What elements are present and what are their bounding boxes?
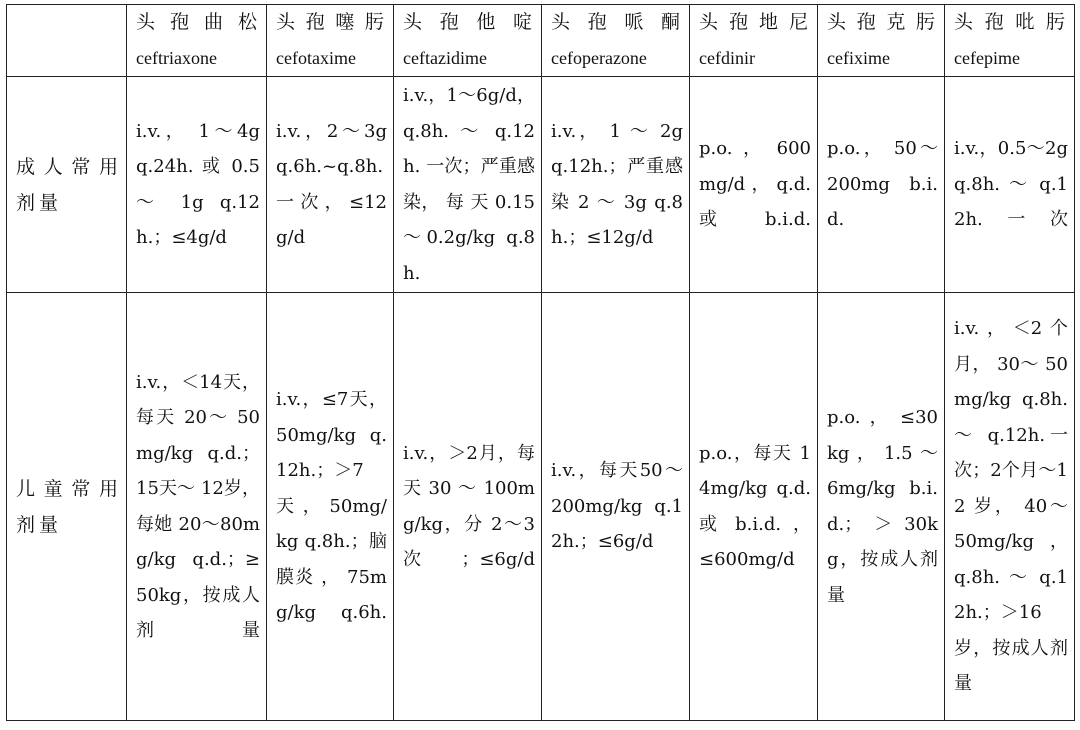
dose-text: i.v.， 1～4g q.24h. 或 0.5 ～ 1g q.12h.；≤4g/d [136,120,260,248]
drug-name-en: ceftriaxone [136,47,217,68]
drug-name-zh: 头孢他啶 [403,11,535,33]
dose-cell [267,77,394,293]
dose-cell [127,77,267,293]
drug-name-en: cefotaxime [276,47,356,68]
dose-text: i.v.，＜2个月， 30～ 50mg/kg q.8h. ～ q.12h.一次；2个月～12 岁， 40～ 50mg/kg ， q.8h. ～ q.12h.；＞16 岁，按成人剂量 [954,318,1068,695]
dose-cell [945,293,1075,721]
drug-header [394,5,542,77]
drug-header [818,5,945,77]
dose-text: i.v.，＜14天，每天 20～ 50mg/kg q.d.；15天～ 12岁，每她 20～80mg/kg q.d.；≥50kg，按成人剂量 [136,371,260,641]
dose-cell [394,293,542,721]
dose-text: p.o. ， ≤30kg ， 1.5 ～ 6mg/kg b.i.d.； ＞ 30kg，按成人剂量 [827,407,938,606]
row-label [7,471,126,543]
cephalosporin-dosage-table [6,4,1075,721]
drug-header [267,5,394,77]
dose-cell [127,293,267,721]
dose-cell [394,77,542,293]
dose-cell [690,77,818,293]
drug-name-en: cefepime [954,47,1020,68]
drug-name-zh: 头孢曲松 [136,11,260,33]
drug-header [127,5,267,77]
dose-cell [542,293,690,721]
child-dose-row [7,293,1075,721]
dose-text: i.v.，＞2月，每天 30 ～ 100mg/kg，分 2～3次；≤6g/d [403,442,535,570]
row-label-line2: 剂量 [16,513,63,536]
row-label-cell [7,77,127,293]
dose-cell [818,293,945,721]
row-label-line1: 成人常用 [16,155,122,178]
dose-text: p.o.， 50～ 200mg b.i.d. [827,138,938,231]
dose-text: i.v.， 1 ～ 2g q.12h.；严重感染 2 ～ 3g q.8h.；≤12g/d [551,120,683,248]
dose-text: i.v.，≤7天， 50mg/kg q.12h.；＞7 天 ， 50mg/kg q.8h.；脑膜炎 ， 75mg/kg q.6h. [276,389,387,624]
row-label-line1: 儿童常用 [16,477,122,500]
drug-name-en: cefoperazone [551,47,647,68]
drug-header [945,5,1075,77]
dose-cell [945,77,1075,293]
dose-text: p.o. ， 600mg/d ， q.d. 或 b.i.d. [699,138,811,231]
header-row [7,5,1075,77]
drug-name-zh: 头孢吡肟 [954,11,1068,33]
drug-name-zh: 头孢克肟 [827,11,938,33]
dose-text: p.o.，每天 14mg/kg q.d. 或 b.i.d. ， ≤600mg/d [699,442,811,570]
drug-header [542,5,690,77]
row-label-line2: 剂量 [16,191,63,214]
dose-text: i.v.，每天50～ 200mg/kg q.12h.；≤6g/d [551,460,683,553]
drug-name-zh: 头孢噻肟 [276,11,387,33]
dose-text: i.v.，1～6g/d，q.8h. ～ q.12h. 一次；严重感染， 每 天 0.15～0.2g/kg q.8h. [403,85,535,284]
row-label-cell [7,293,127,721]
drug-header [690,5,818,77]
dose-cell [818,77,945,293]
row-label [7,149,126,221]
adult-dose-row [7,77,1075,293]
drug-name-zh: 头孢地尼 [699,11,811,33]
drug-name-zh: 头孢哌酮 [551,11,683,33]
dose-text: i.v.，0.5～2g q.8h. ～ q.12h.一次 [954,138,1068,231]
dose-cell [542,77,690,293]
dose-text: i.v.，2～3g q.6h.~q.8h. 一 次 ， ≤12g/d [276,120,387,248]
dose-cell [690,293,818,721]
dose-cell [267,293,394,721]
drug-name-en: cefdinir [699,47,755,68]
drug-name-en: ceftazidime [403,47,487,68]
corner-cell [7,5,127,77]
drug-name-en: cefixime [827,47,890,68]
